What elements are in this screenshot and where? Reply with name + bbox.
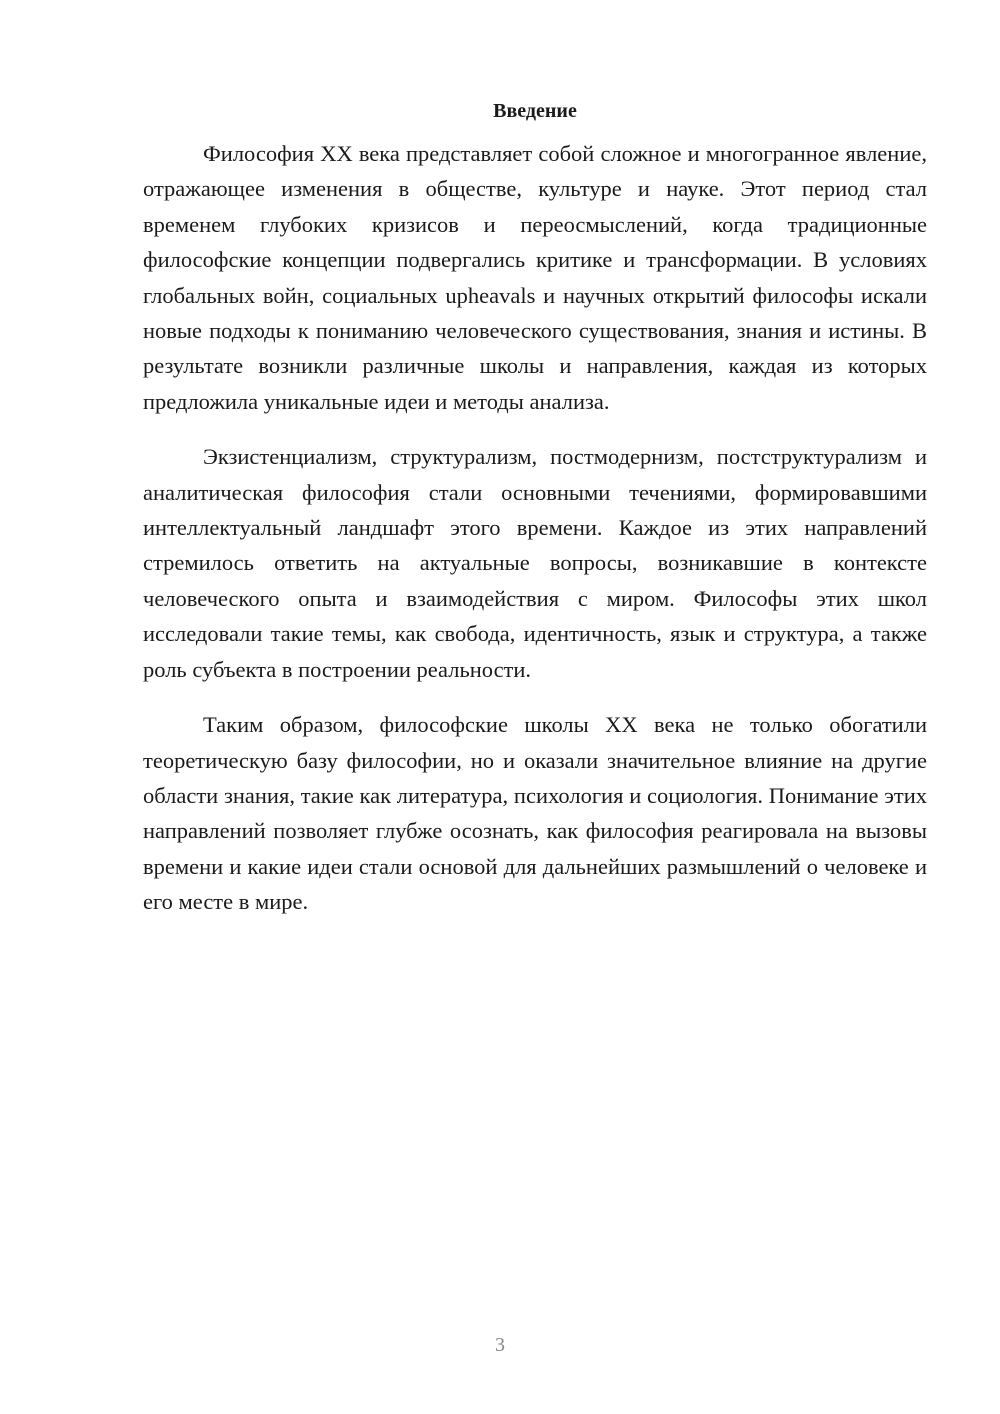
paragraph-1: Философия XX века представляет собой сложное и многогранное явление, отражающее изменения в обществе, культуре и науке. Этот период стал временем глубоких кризисов и переосмыслений, когда традиционные философские концепции подвергались критике и трансформации. В условиях глобальных войн, социальных upheavals и научных открытий философы искали новые подходы к пониманию человеческого существования, знания и истины. В результате возникли различные школы и направления, каждая из которых предложила уникальные идеи и методы анализа.	[143, 141, 927, 414]
section-heading: Введение	[493, 100, 577, 122]
paragraph-2: Экзистенциализм, структурализм, постмодернизм, постструктурализм и аналитическая философия стали основными течениями, формировавшими интеллектуальный ландшафт этого времени. Каждое из этих направлений стремилось ответить на актуальные вопросы, возникавшие в контексте человеческого опыта и взаимодействия с миром. Философы этих школ исследовали такие темы, как свобода, идентичность, язык и структура, а также роль субъекта в построении реальности.	[143, 444, 927, 682]
page-number: 3	[495, 1334, 505, 1356]
page-content	[143, 96, 927, 940]
paragraph-3: Таким образом, философские школы XX века не только обогатили теоретическую базу философии, но и оказали значительное влияние на другие области знания, такие как литература, психология и социология. Понимание этих направлений позволяет глубже осознать, как философия реагировала на вызовы времени и какие идеи стали основой для дальнейших размышлений о человеке и его месте в мире.	[143, 712, 927, 915]
